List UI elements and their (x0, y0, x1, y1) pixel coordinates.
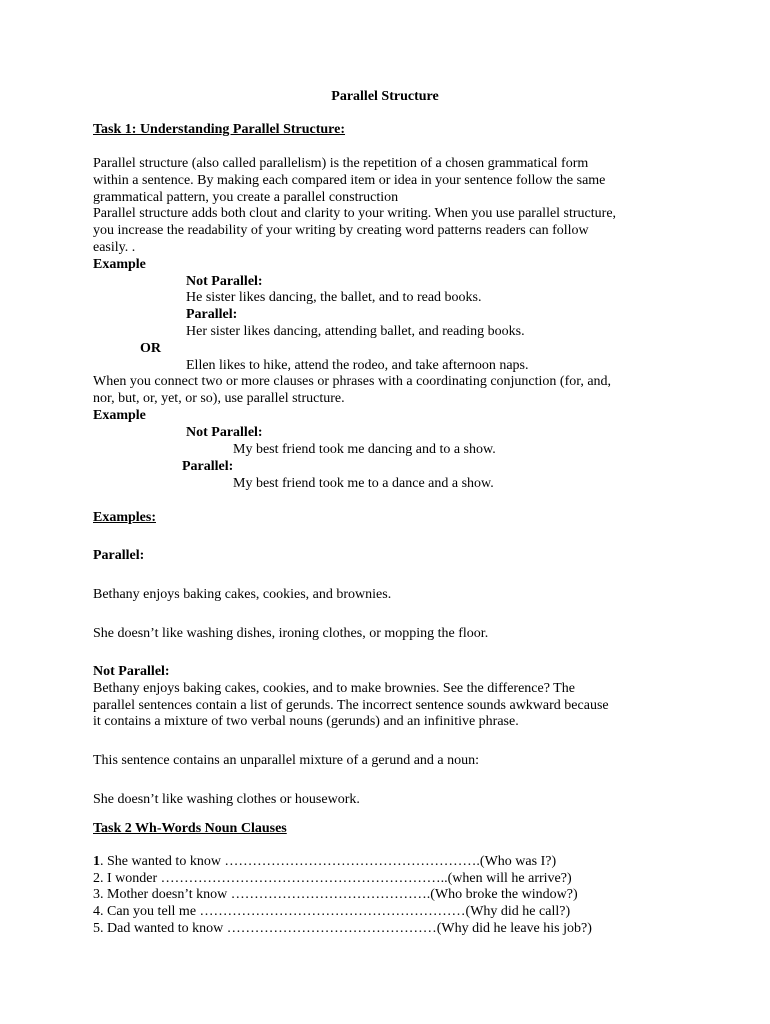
intro-line: you increase the readability of your writing by creating word patterns readers can follow (93, 223, 589, 238)
not-parallel-line: parallel sentences contain a list of gerunds. The incorrect sentence sounds awkward because (93, 698, 609, 713)
not-parallel-label: Not Parallel: (186, 274, 263, 289)
list-item (93, 853, 556, 870)
intro-line: easily. . (93, 240, 136, 255)
mixture-example: She doesn’t like washing clothes or housework. (93, 792, 360, 807)
parallel-example: She doesn’t like washing dishes, ironing clothes, or mopping the floor. (93, 626, 489, 641)
examples-heading: Examples: (93, 510, 156, 525)
page-title: Parallel Structure (331, 89, 439, 104)
or-sentence: Ellen likes to hike, attend the rodeo, and take afternoon naps. (186, 358, 529, 373)
example-label: Example (93, 408, 146, 423)
parallel-label: Parallel: (182, 459, 234, 474)
parallel-heading: Parallel: (93, 548, 145, 563)
intro-line: Parallel structure adds both clout and clarity to your writing. When you use parallel structure, (93, 206, 617, 221)
not-parallel-line: Bethany enjoys baking cakes, cookies, and to make brownies. See the difference? The (93, 681, 575, 696)
not-parallel-heading: Not Parallel: (93, 664, 170, 679)
list-item-text: 5. Dad wanted to know ………………………………………(Why did he leave his job?) (93, 921, 592, 936)
task2-heading: Task 2 Wh-Words Noun Clauses (93, 821, 287, 836)
list-item-text: 3. Mother doesn’t know …………………………………….(Who broke the window?) (93, 887, 578, 902)
list-item-number: 1 (93, 854, 100, 869)
conjunction-line: nor, but, or, yet, or so), use parallel structure. (93, 391, 345, 406)
list-item-text: 2. I wonder ……………………………………………………..(when will he arrive?) (93, 871, 572, 886)
intro-line: Parallel structure (also called parallelism) is the repetition of a chosen grammatical form (93, 156, 589, 171)
mixture-text: This sentence contains an unparallel mixture of a gerund and a noun: (93, 753, 480, 768)
parallel-sentence: My best friend took me to a dance and a show. (233, 476, 494, 491)
list-item (93, 870, 572, 887)
example-label: Example (93, 257, 146, 272)
list-item (93, 903, 570, 920)
not-parallel-line: it contains a mixture of two verbal nouns (gerunds) and an infinitive phrase. (93, 714, 519, 729)
conjunction-line: When you connect two or more clauses or phrases with a coordinating conjunction (for, and, (93, 374, 612, 389)
or-label: OR (140, 341, 161, 356)
not-parallel-label: Not Parallel: (186, 425, 263, 440)
parallel-sentence: Her sister likes dancing, attending ballet, and reading books. (186, 324, 525, 339)
list-item-text: 4. Can you tell me …………………………………………………(Why did he call?) (93, 904, 571, 919)
not-parallel-sentence: He sister likes dancing, the ballet, and to read books. (186, 290, 482, 305)
task1-heading: Task 1: Understanding Parallel Structure: (93, 122, 346, 137)
parallel-label: Parallel: (186, 307, 238, 322)
list-item-text: . She wanted to know ……………………………………………….(Who was I?) (100, 854, 557, 869)
intro-line: grammatical pattern, you create a parallel construction (93, 190, 399, 205)
list-item (93, 920, 592, 937)
parallel-example: Bethany enjoys baking cakes, cookies, and brownies. (93, 587, 392, 602)
list-item (93, 886, 578, 903)
not-parallel-sentence: My best friend took me dancing and to a show. (233, 442, 496, 457)
intro-line: within a sentence. By making each compared item or idea in your sentence follow the same (93, 173, 606, 188)
